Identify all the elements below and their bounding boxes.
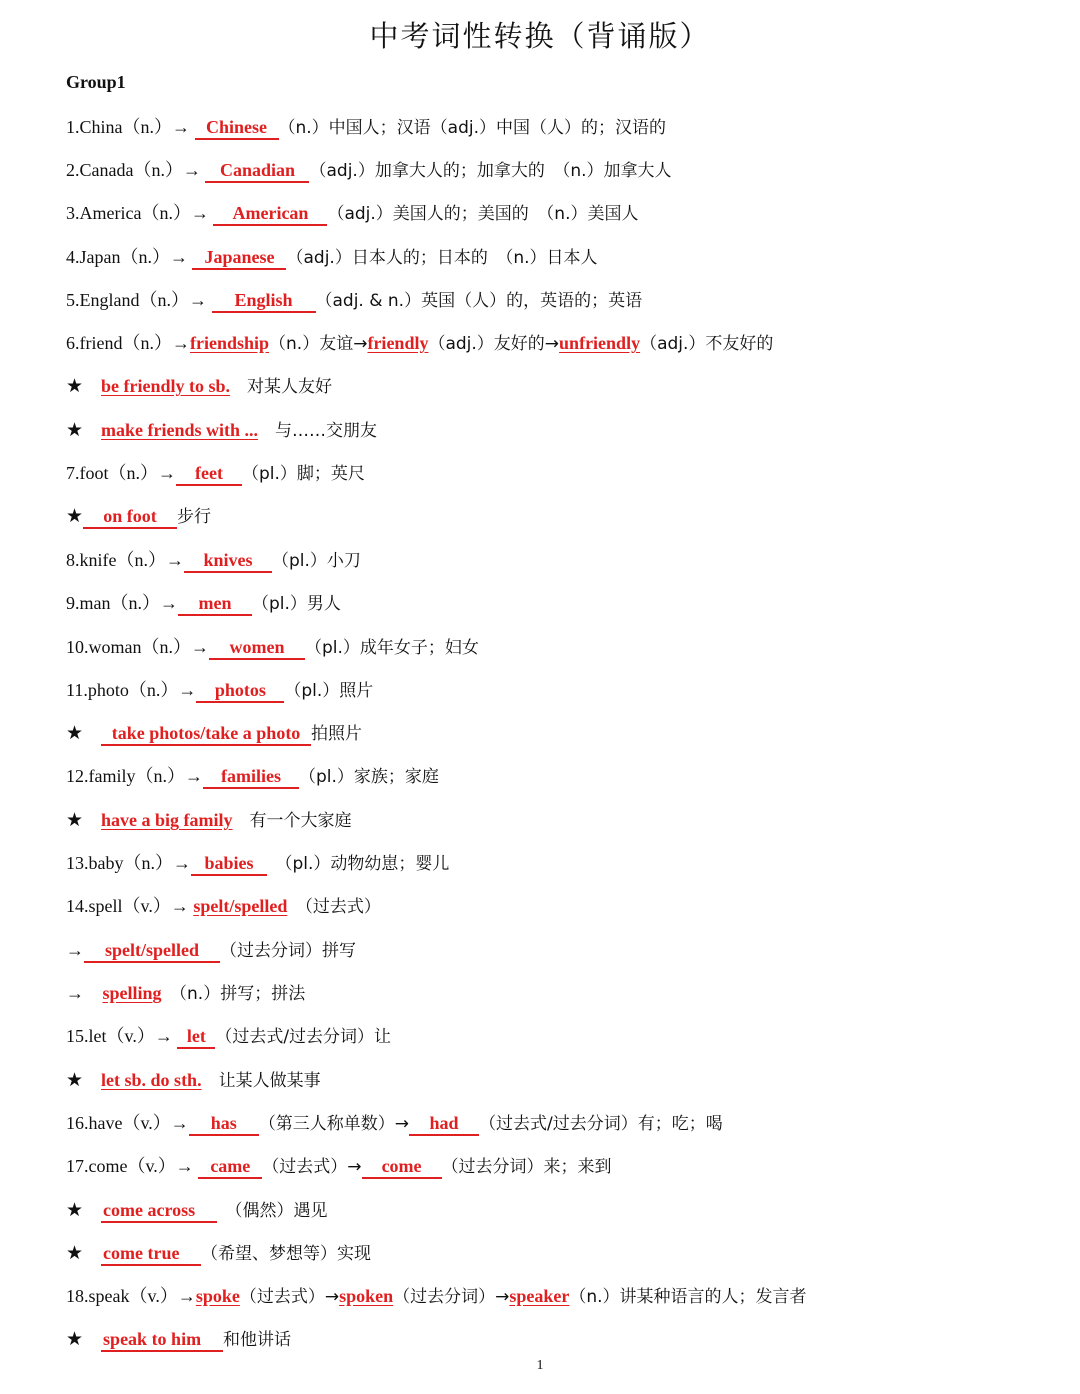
answer-word: families — [203, 765, 299, 789]
answer-word: has — [189, 1112, 259, 1136]
answer-phrase: come true — [101, 1242, 201, 1266]
list-item: ★ take photos/take a photo 拍照片 — [66, 722, 363, 744]
answer-word: Canadian — [205, 159, 309, 183]
list-item: 12.family（n.）→ families （pl.）家族；家庭 — [66, 766, 439, 787]
list-item: 3.America（n.）→ American （adj.）美国人的；美国的 （n.）美国人 — [66, 203, 639, 224]
list-item: → spelt/spelled （过去分词）拼写 — [66, 940, 356, 961]
star-icon: ★ — [66, 1069, 84, 1091]
list-item: 10.woman（n.）→ women （pl.）成年女子；妇女 — [66, 637, 479, 658]
list-item: 5.England（n.）→ English （adj. & n.）英国（人）的，英语的；英语 — [66, 290, 643, 311]
answer-phrase: speak to him — [101, 1328, 223, 1352]
answer-phrase: be friendly to sb. — [101, 376, 231, 396]
list-item: 18.speak（v.）→spoke（过去式）→spoken（过去分词）→speaker（n.）讲某种语言的人；发言者 — [66, 1286, 807, 1307]
answer-word: Japanese — [192, 246, 286, 270]
list-item: ★ come across （偶然）遇见 — [66, 1199, 328, 1221]
answer-word: came — [198, 1155, 262, 1179]
answer-phrase: take photos/take a photo — [101, 722, 311, 746]
page-number: 1 — [536, 1358, 544, 1373]
list-item: 14.spell（v.）→ spelt/spelled （过去式） — [66, 896, 381, 917]
answer-word: spoken — [339, 1286, 394, 1306]
answer-phrase: have a big family — [101, 810, 233, 830]
group-heading: Group1 — [66, 72, 126, 92]
answer-word: come — [362, 1155, 442, 1179]
list-item: 8.knife（n.）→ knives （pl.）小刀 — [66, 550, 361, 571]
answer-phrase: make friends with ... — [101, 420, 259, 440]
list-item: 13.baby（n.）→ babies （pl.）动物幼崽；婴儿 — [66, 853, 450, 874]
star-icon: ★ — [66, 809, 84, 831]
page-title: 中考词性转换（背诵版） — [369, 19, 711, 53]
answer-word: spoke — [195, 1286, 240, 1306]
answer-phrase: come across — [101, 1199, 217, 1223]
answer-word: spelling — [102, 983, 162, 1003]
star-icon: ★ — [66, 505, 84, 527]
list-item: 6.friend（n.）→friendship（n.）友谊→friendly（adj.）友好的→unfriendly（adj.）不友好的 — [66, 333, 774, 354]
answer-word: men — [178, 592, 252, 616]
list-item: → spelling （n.）拼写；拼法 — [66, 983, 306, 1004]
list-item: 4.Japan（n.）→ Japanese （adj.）日本人的；日本的 （n.）日本人 — [66, 247, 598, 268]
answer-word: friendly — [367, 333, 429, 353]
answer-word: friendship — [189, 333, 270, 353]
list-item: ★ let sb. do sth. 让某人做某事 — [66, 1069, 321, 1091]
list-item: ★ have a big family 有一个大家庭 — [66, 809, 352, 831]
star-icon: ★ — [66, 375, 84, 397]
star-icon: ★ — [66, 419, 84, 441]
answer-word: English — [212, 289, 316, 313]
answer-phrase: on foot — [83, 505, 177, 529]
list-item: 15.let（v.）→ let （过去式/过去分词）让 — [66, 1026, 392, 1047]
list-item: 11.photo（n.）→ photos （pl.）照片 — [66, 680, 374, 701]
answer-word: speaker — [509, 1286, 570, 1306]
answer-word: unfriendly — [559, 333, 641, 353]
answer-word: let — [177, 1025, 215, 1049]
star-icon: ★ — [66, 722, 84, 744]
answer-word: photos — [196, 679, 284, 703]
answer-word: knives — [184, 549, 272, 573]
answer-word: spelt/spelled — [193, 896, 288, 916]
answer-word: women — [209, 636, 305, 660]
answer-word: American — [213, 202, 327, 226]
answer-word: spelt/spelled — [84, 939, 220, 963]
star-icon: ★ — [66, 1328, 84, 1350]
list-item: 16.have（v.）→ has （第三人称单数）→ had （过去式/过去分词）有；吃；喝 — [66, 1113, 723, 1134]
list-item: 9.man（n.）→ men （pl.）男人 — [66, 593, 341, 614]
list-item: ★ on foot 步行 — [66, 505, 212, 527]
answer-word: babies — [191, 852, 267, 876]
answer-word: had — [409, 1112, 479, 1136]
answer-word: feet — [176, 462, 242, 486]
list-item: ★ be friendly to sb. 对某人友好 — [66, 375, 333, 397]
star-icon: ★ — [66, 1199, 84, 1221]
star-icon: ★ — [66, 1242, 84, 1264]
list-item: ★ make friends with ... 与……交朋友 — [66, 419, 378, 441]
answer-phrase: let sb. do sth. — [101, 1070, 202, 1090]
list-item: 1.China（n.）→ Chinese （n.）中国人；汉语（adj.）中国（人）的；汉语的 — [66, 117, 667, 138]
answer-word: Chinese — [195, 116, 279, 140]
list-item: ★ speak to him 和他讲话 — [66, 1328, 292, 1350]
list-item: 17.come（v.）→ came （过去式）→ come （过去分词）来；来到 — [66, 1156, 612, 1177]
list-item: ★ come true （希望、梦想等）实现 — [66, 1242, 372, 1264]
list-item: 2.Canada（n.）→ Canadian （adj.）加拿大人的；加拿大的 （n.）加拿大人 — [66, 160, 672, 181]
list-item: 7.foot（n.）→ feet （pl.）脚；英尺 — [66, 463, 365, 484]
